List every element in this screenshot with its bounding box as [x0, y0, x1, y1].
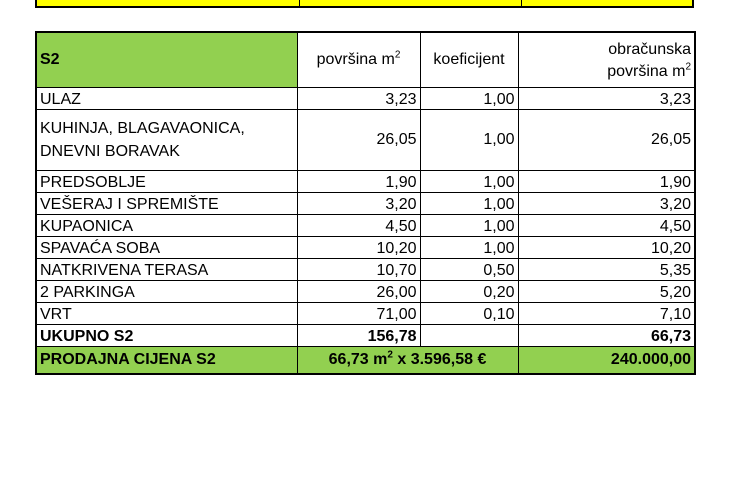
total-label: UKUPNO S2 [36, 324, 297, 346]
row-name: NATKRIVENA TERASA [36, 258, 297, 280]
row-name: ULAZ [36, 87, 297, 109]
table-row [36, 109, 695, 170]
row-calc: 3,20 [518, 192, 695, 214]
row-coef: 1,00 [420, 170, 518, 192]
total-calc: 66,73 [518, 324, 695, 346]
row-coef: 1,00 [420, 192, 518, 214]
total-area: 156,78 [297, 324, 420, 346]
price-row [36, 346, 695, 374]
row-name: SPAVAĆA SOBA [36, 236, 297, 258]
row-calc: 7,10 [518, 302, 695, 324]
row-coef: 1,00 [420, 236, 518, 258]
s2-area-table [35, 31, 696, 375]
table-row [36, 87, 695, 109]
total-row [36, 324, 695, 346]
price-formula [297, 346, 518, 374]
table-row [36, 258, 695, 280]
row-name-line2: DNEVNI BORAVAK [40, 142, 180, 160]
table-header-row [36, 32, 695, 87]
row-name: VEŠERAJ I SPREMIŠTE [36, 192, 297, 214]
row-coef: 0,20 [420, 280, 518, 302]
row-area: 4,50 [297, 214, 420, 236]
header-calc-sup: 2 [685, 61, 691, 73]
row-name [36, 109, 297, 170]
row-calc: 4,50 [518, 214, 695, 236]
row-coef: 1,00 [420, 87, 518, 109]
row-calc: 3,23 [518, 87, 695, 109]
header-coef: koeficijent [420, 32, 518, 87]
table-row [36, 170, 695, 192]
row-area: 10,20 [297, 236, 420, 258]
header-area [297, 32, 420, 87]
previous-table-cell [300, 0, 522, 6]
table-row [36, 302, 695, 324]
price-formula-a: 66,73 m [328, 350, 388, 368]
price-formula-sup: 2 [387, 349, 393, 361]
row-calc: 26,05 [518, 109, 695, 170]
row-calc: 1,90 [518, 170, 695, 192]
row-area: 26,05 [297, 109, 420, 170]
header-calc [518, 32, 695, 87]
previous-table-remnant [35, 0, 694, 8]
header-calc-line1: obračunska [608, 40, 691, 58]
row-name: VRT [36, 302, 297, 324]
row-area: 71,00 [297, 302, 420, 324]
header-area-sup: 2 [394, 49, 401, 61]
row-name: PREDSOBLJE [36, 170, 297, 192]
row-calc: 10,20 [518, 236, 695, 258]
row-name: 2 PARKINGA [36, 280, 297, 302]
price-label: PRODAJNA CIJENA S2 [36, 346, 297, 374]
row-area: 3,20 [297, 192, 420, 214]
row-calc: 5,35 [518, 258, 695, 280]
price-value: 240.000,00 [518, 346, 695, 374]
header-calc-line2: površina m [607, 62, 686, 80]
header-area-label: površina m [316, 50, 395, 68]
row-name-line1: KUHINJA, BLAGAVAONICA, [40, 119, 245, 137]
row-area: 10,70 [297, 258, 420, 280]
row-coef: 1,00 [420, 214, 518, 236]
row-area: 3,23 [297, 87, 420, 109]
previous-table-cell [522, 0, 692, 6]
row-coef: 0,10 [420, 302, 518, 324]
row-name: KUPAONICA [36, 214, 297, 236]
table-title: S2 [36, 32, 297, 87]
row-area: 26,00 [297, 280, 420, 302]
row-coef: 0,50 [420, 258, 518, 280]
row-coef: 1,00 [420, 109, 518, 170]
previous-table-cell [37, 0, 300, 6]
table-row [36, 192, 695, 214]
table-row [36, 280, 695, 302]
total-coef [420, 324, 518, 346]
row-area: 1,90 [297, 170, 420, 192]
row-calc: 5,20 [518, 280, 695, 302]
table-row [36, 236, 695, 258]
table-row [36, 214, 695, 236]
price-formula-b: x 3.596,58 € [392, 350, 487, 368]
